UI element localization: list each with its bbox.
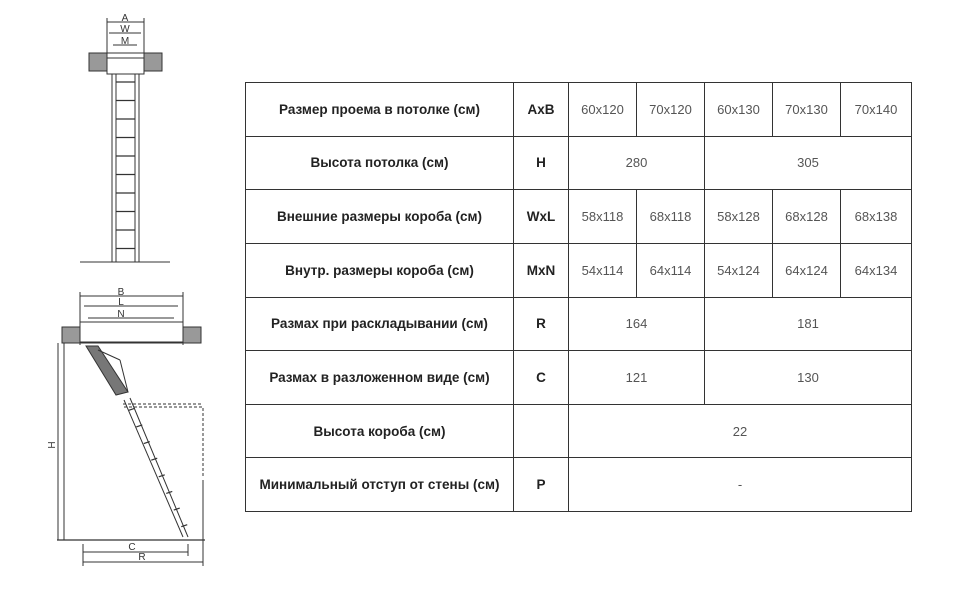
dim-label-a: A [121, 13, 129, 24]
row-label: Размер проема в потолке (см) [246, 83, 514, 137]
value-cell: - [569, 458, 912, 512]
value-cell: 181 [705, 297, 912, 351]
front-ladder-rungs [116, 82, 135, 249]
value-cell: 68x128 [773, 190, 841, 244]
ladder-rung [181, 525, 187, 527]
ladder-technical-drawing [0, 0, 240, 591]
row-symbol: H [514, 136, 569, 190]
row-label: Высота потолка (см) [246, 136, 514, 190]
value-cell: 58x118 [569, 190, 637, 244]
table-row [246, 190, 912, 244]
table-row [246, 404, 912, 458]
table-row [246, 458, 912, 512]
table-row [246, 136, 912, 190]
specifications-table [245, 82, 912, 512]
value-cell: 54x114 [569, 243, 637, 297]
value-cell: 64x124 [773, 243, 841, 297]
value-cell: 54x124 [705, 243, 773, 297]
value-cell: 68x118 [637, 190, 705, 244]
row-label: Высота короба (см) [246, 404, 514, 458]
table-row [246, 351, 912, 405]
dim-label-c: C [128, 542, 136, 553]
row-symbol: AxB [514, 83, 569, 137]
dim-label-n: N [117, 309, 125, 320]
row-symbol: C [514, 351, 569, 405]
value-cell: 305 [705, 136, 912, 190]
value-cell: 70x120 [637, 83, 705, 137]
row-label: Минимальный отступ от стены (см) [246, 458, 514, 512]
value-cell: 70x130 [773, 83, 841, 137]
row-symbol [514, 404, 569, 458]
dim-label-r: R [138, 552, 146, 563]
table-row [246, 83, 912, 137]
value-cell: 64x134 [841, 243, 912, 297]
value-cell: 70x140 [841, 83, 912, 137]
row-label: Внутр. размеры короба (см) [246, 243, 514, 297]
value-cell: 60x130 [705, 83, 773, 137]
row-symbol: P [514, 458, 569, 512]
ladder-rung [129, 408, 135, 410]
side-view [57, 292, 205, 566]
row-label: Внешние размеры короба (см) [246, 190, 514, 244]
row-symbol: R [514, 297, 569, 351]
table-row [246, 297, 912, 351]
row-symbol: MxN [514, 243, 569, 297]
value-cell: 164 [569, 297, 705, 351]
table-row [246, 243, 912, 297]
side-ladder-rungs [129, 408, 188, 526]
dim-label-m: M [120, 36, 130, 47]
dim-label-b: B [117, 287, 125, 298]
row-label: Размах при раскладывании (см) [246, 297, 514, 351]
value-cell: 64x114 [637, 243, 705, 297]
row-label: Размах в разложенном виде (см) [246, 351, 514, 405]
value-cell: 121 [569, 351, 705, 405]
value-cell: 58x128 [705, 190, 773, 244]
dim-label-h: H [47, 441, 58, 449]
value-cell: 280 [569, 136, 705, 190]
row-symbol: WxL [514, 190, 569, 244]
value-cell: 60x120 [569, 83, 637, 137]
value-cell: 130 [705, 351, 912, 405]
value-cell: 68x138 [841, 190, 912, 244]
dim-label-w: W [120, 24, 130, 35]
value-cell: 22 [569, 404, 912, 458]
front-view-labels [120, 13, 130, 47]
front-view [80, 18, 170, 262]
dim-label-l: L [118, 297, 124, 308]
